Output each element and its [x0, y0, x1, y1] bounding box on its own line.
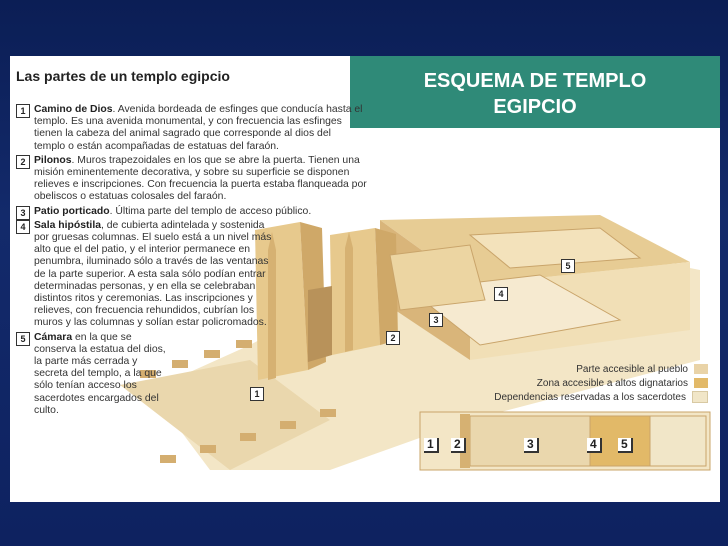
- legend-swatch: [692, 391, 708, 403]
- item-number: 5: [16, 332, 30, 346]
- plan-label-3: 3: [524, 438, 539, 453]
- list-item: [16, 220, 376, 330]
- item-term: Pilonos: [34, 154, 72, 166]
- legend-label: Zona accesible a altos dignatarios: [536, 377, 688, 389]
- drawing-label-2: 2: [386, 331, 400, 345]
- plan-label-2: 2: [451, 438, 466, 453]
- item-term: Camino de Dios: [34, 104, 113, 115]
- drawing-label-1: 1: [250, 387, 264, 401]
- plan-label-4: 4: [587, 438, 602, 453]
- item-term: Sala hipóstila: [34, 219, 101, 231]
- item-term: Cámara: [34, 331, 73, 343]
- legend-swatch: [694, 378, 708, 388]
- list-item: [16, 155, 376, 204]
- legend-row: [478, 390, 708, 404]
- item-text: . Avenida bordeada de esfinges que conducía hasta el templo. Es una avenida monumental, y con frecuencia las esfinges tienen la cabeza del animal sagrado que corresponde al dios del templo o están acompañadas de estatuas del faraón.: [34, 104, 363, 152]
- plan-label-5: 5: [618, 438, 633, 453]
- legend-label: Dependencias reservadas a los sacerdotes: [494, 391, 686, 403]
- item-term: Patio porticado: [34, 205, 110, 217]
- temple-parts-list: [16, 104, 376, 419]
- item-text: en la que se conserva la estatua del dios, la parte más cerrada y secreta del templo, a la que sólo tenían acceso los sacerdotes encargados del culto.: [34, 331, 166, 416]
- item-number: 1: [16, 104, 30, 118]
- item-text: . Última parte del templo de acceso público.: [109, 205, 312, 217]
- legend: [478, 362, 708, 404]
- figure-heading: Las partes de un templo egipcio: [16, 68, 230, 84]
- slide-title-line2: EGIPCIO: [493, 96, 577, 118]
- legend-row: [478, 376, 708, 390]
- list-item: [16, 206, 376, 218]
- drawing-label-5: 5: [561, 259, 575, 273]
- item-number: 4: [16, 220, 30, 234]
- legend-row: [478, 362, 708, 376]
- legend-label: Parte accesible al pueblo: [576, 363, 688, 375]
- drawing-label-4: 4: [494, 287, 508, 301]
- list-item: [16, 104, 376, 153]
- item-text: , de cubierta adintelada y sostenida por gruesas columnas. El suelo está a un nivel más alto que el del patio, y el interior permanece en penumbra, iluminado sólo a través de las ventanas de la parte superior. A esta sala sólo podían entrar determinadas personas, y en ella se celebraban distintos ritos y ceremonias. Las inscripciones y relieves, con frecuencia rehundidos, cubrían los muros y las columnas y solían estar policromados.: [34, 219, 272, 329]
- item-number: 2: [16, 155, 30, 169]
- item-number: 3: [16, 206, 30, 220]
- slide-title-line1: ESQUEMA DE TEMPLO: [423, 70, 647, 92]
- item-text: . Muros trapezoidales en los que se abre la puerta. Tienen una misión eminentemente decorativa, y sobre su superficie se disponen relieves e inscripciones. Con frecuencia la puerta estaba flanqueada por obeliscos o estatuas colosales del faraón.: [34, 154, 367, 203]
- plan-label-1: 1: [424, 438, 439, 453]
- list-item: [16, 332, 376, 417]
- legend-swatch: [694, 364, 708, 374]
- drawing-label-3: 3: [429, 313, 443, 327]
